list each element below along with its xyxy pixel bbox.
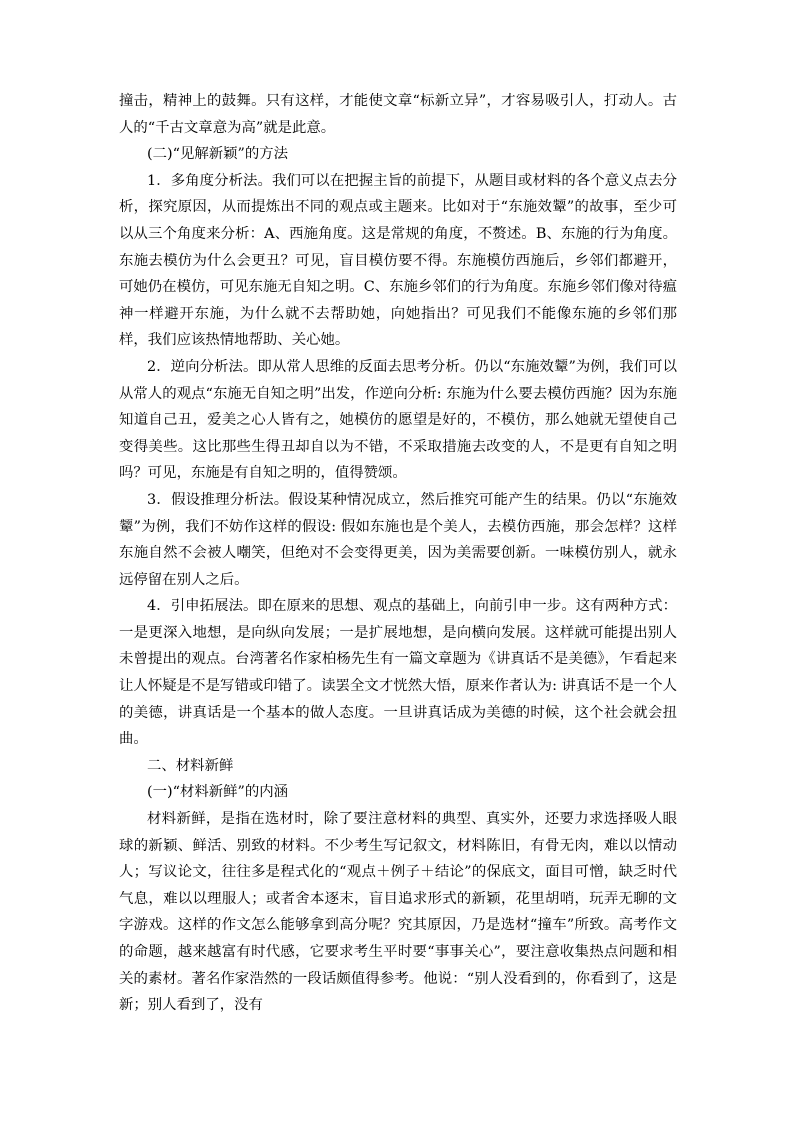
- paragraph-reverse: 2．逆向分析法。即从常人思维的反面去思考分析。仍以“东施效颦”为例，我们可以从常人的观点“东施无自知之明”出发，作逆向分析: 东施为什么要去模仿西施？因为东施知道自己丑，爱美之心人皆有之，她模仿的愿望是好的，不模仿，那么她就无望使自己变得美些。这比那些生得丑却自以为不错，不采取措施去改变的人，不是更有自知之明吗？可见，东施是有自知之明的，值得赞颂。: [119, 358, 677, 482]
- paragraph-material: 材料新鲜，是指在选材时，除了要注意材料的典型、真实外，还要力求选择吸人眼球的新颖、鲜活、别致的材料。不少考生写记叙文，材料陈旧，有骨无肉，难以以情动人；写议论文，往往多是程式化的“观点＋例子＋结论”的保底文，面目可憎，缺乏时代气息，难以以理服人；或者舍本逐末，盲目追求形式的新颖，花里胡哨，玩弄无聊的文字游戏。这样的作文怎么能够拿到高分呢？究其原因，乃是选材“撞车”所致。高考作文的命题，越来越富有时代感，它要求考生平时要“事事关心”，要注意收集热点问题和相关的素材。著名作家浩然的一段话颇值得参考。他说：“别人没看到的，你看到了，这是新；别人看到了，没有: [119, 811, 677, 1014]
- paragraph-multi-angle: 1．多角度分析法。我们可以在把握主旨的前提下，从题目或材料的各个意义点去分析，探究原因，从而提炼出不同的观点或主题来。比如对于“东施效颦”的故事，至少可以从三个角度来分析：A、西施角度。这是常规的角度，不赘述。B、东施的行为角度。东施去模仿为什么会更丑？可见，盲目模仿要不得。东施模仿西施后，乡邻们都避开，可她仍在模仿，可见东施无自知之明。C、东施乡邻们的行为角度。东施乡邻们像对待瘟神一样避开东施，为什么就不去帮助她，向她指出？可见我们不能像东施的乡邻们那样，我们应该热情地帮助、关心她。: [119, 172, 677, 349]
- subheading-method: (二)“见解新颖”的方法: [147, 146, 289, 163]
- section-heading-material: 二、材料新鲜: [147, 757, 234, 774]
- document-body: [119, 88, 677, 1019]
- paragraph-1: 撞击，精神上的鼓舞。只有这样，才能使文章“标新立异”，才容易吸引人，打动人。古人的“千古文章意为高”就是此意。: [119, 93, 677, 136]
- subheading-material-meaning: (一)“材料新鲜”的内涵: [147, 784, 289, 801]
- paragraph-hypothesis: 3．假设推理分析法。假设某种情况成立，然后推究可能产生的结果。仍以“东施效颦”为例，我们不妨作这样的假设: 假如东施也是个美人，去模仿西施，那会怎样？这样东施自然不会被人嘲笑，但绝对不会变得更美，因为美需要创新。一味模仿别人，就永远停留在别人之后。: [119, 491, 677, 588]
- paragraph-extension: 4．引申拓展法。即在原来的思想、观点的基础上，向前引申一步。这有两种方式：一是更深入地想，是向纵向发展；一是扩展地想，是向横向发展。这样就可能提出别人未曾提出的观点。台湾著名作家柏杨先生有一篇文章题为《讲真话不是美德》，乍看起来让人怀疑是不是写错或印错了。读罢全文才恍然大悟，原来作者认为: 讲真话不是一个人的美德，讲真话是一个基本的做人态度。一旦讲真话成为美德的时候，这个社会就会扭曲。: [119, 598, 677, 748]
